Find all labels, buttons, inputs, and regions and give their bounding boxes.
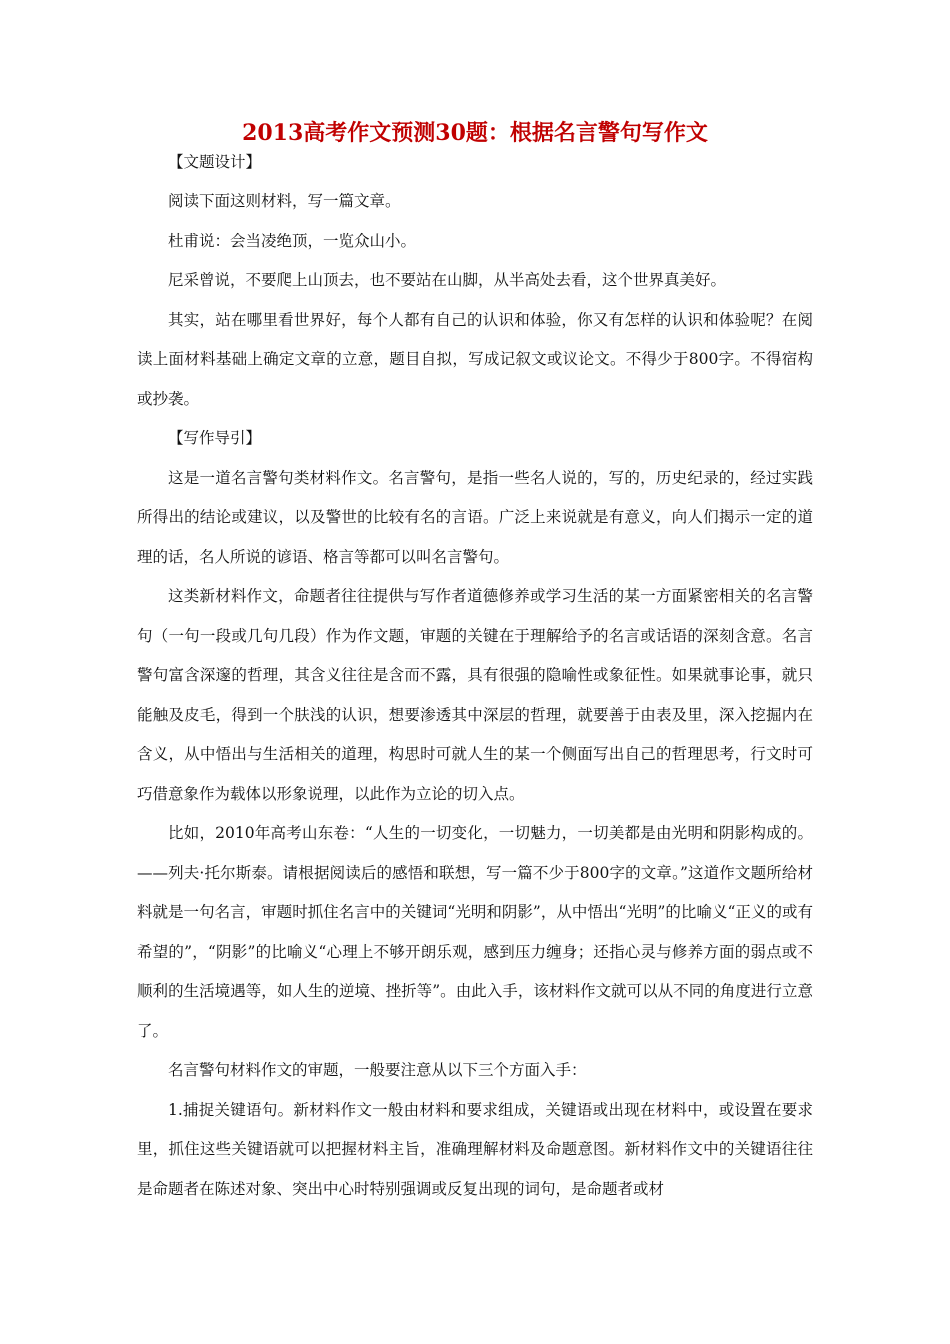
paragraph: 1.捕捉关键语句。新材料作文一般由材料和要求组成，关键语或出现在材料中，或设置在要求里，抓住这些关键语就可以把握材料主旨，准确理解材料及命题意图。新材料作文中的关键语往往是命题者在陈述对象、突出中心时特别强调或反复出现的词句，是命题者或材 bbox=[137, 1100, 813, 1198]
paragraph: 这类新材料作文，命题者往往提供与写作者道德修养或学习生活的某一方面紧密相关的名言警句（一句一段或几句几段）作为作文题，审题的关键在于理解给予的名言或话语的深刻含意。名言警句富含深邃的哲理，其含义往往是含而不露，具有很强的隐喻性或象征性。如果就事论事，就只能触及皮毛，得到一个肤浅的认识，想要渗透其中深层的哲理，就要善于由表及里，深入挖掘内在含义，从中悟出与生活相关的道理，构思时可就人生的某一个侧面写出自己的哲理思考，行文时可巧借意象作为载体以形象说理，以此作为立论的切入点。 bbox=[137, 587, 813, 803]
paragraph: 杜甫说：会当凌绝顶，一览众山小。 bbox=[168, 231, 417, 250]
paragraph: 尼采曾说，不要爬上山顶去，也不要站在山脚，从半高处去看，这个世界真美好。 bbox=[168, 271, 727, 289]
paragraph: 这是一道名言警句类材料作文。名言警句，是指一些名人说的，写的，历史纪录的，经过实践所得出的结论或建议，以及警世的比较有名的言语。广泛上来说就是有意义，向人们揭示一定的道理的话，名人所说的谚语、格言等都可以叫名言警句。 bbox=[137, 468, 813, 566]
paragraph: 名言警句材料作文的审题，一般要注意从以下三个方面入手： bbox=[168, 1061, 587, 1079]
section-heading-guide: 【写作导引】 bbox=[168, 429, 262, 447]
paragraph: 比如，2010年高考山东卷：“人生的一切变化，一切魅力，一切美都是由光明和阴影构成的。——列夫·托尔斯泰。请根据阅读后的感悟和联想，写一篇不少于800字的文章。”这道作文题所给材料就是一句名言，审题时抓住名言中的关键词“光明和阴影”，从中悟出“光明”的比喻义“正义的或有希望的”，“阴影”的比喻义“心理上不够开朗乐观，感到压力缠身；还指心灵与修养方面的弱点或不顺利的生活境遇等，如人生的逆境、挫折等”。由此入手，该材料作文就可以从不同的角度进行立意了。 bbox=[137, 824, 813, 1040]
document-title: 2013高考作文预测30题：根据名言警句写作文 bbox=[242, 120, 708, 146]
section-heading-design: 【文题设计】 bbox=[168, 153, 262, 171]
paragraph: 其实，站在哪里看世界好，每个人都有自己的认识和体验，你又有怎样的认识和体验呢？在阅读上面材料基础上确定文章的立意，题目自拟，写成记叙文或议论文。不得少于800字。不得宿构或抄袭。 bbox=[137, 310, 813, 408]
paragraph: 阅读下面这则材料，写一篇文章。 bbox=[168, 192, 401, 210]
document-body bbox=[137, 148, 813, 1209]
